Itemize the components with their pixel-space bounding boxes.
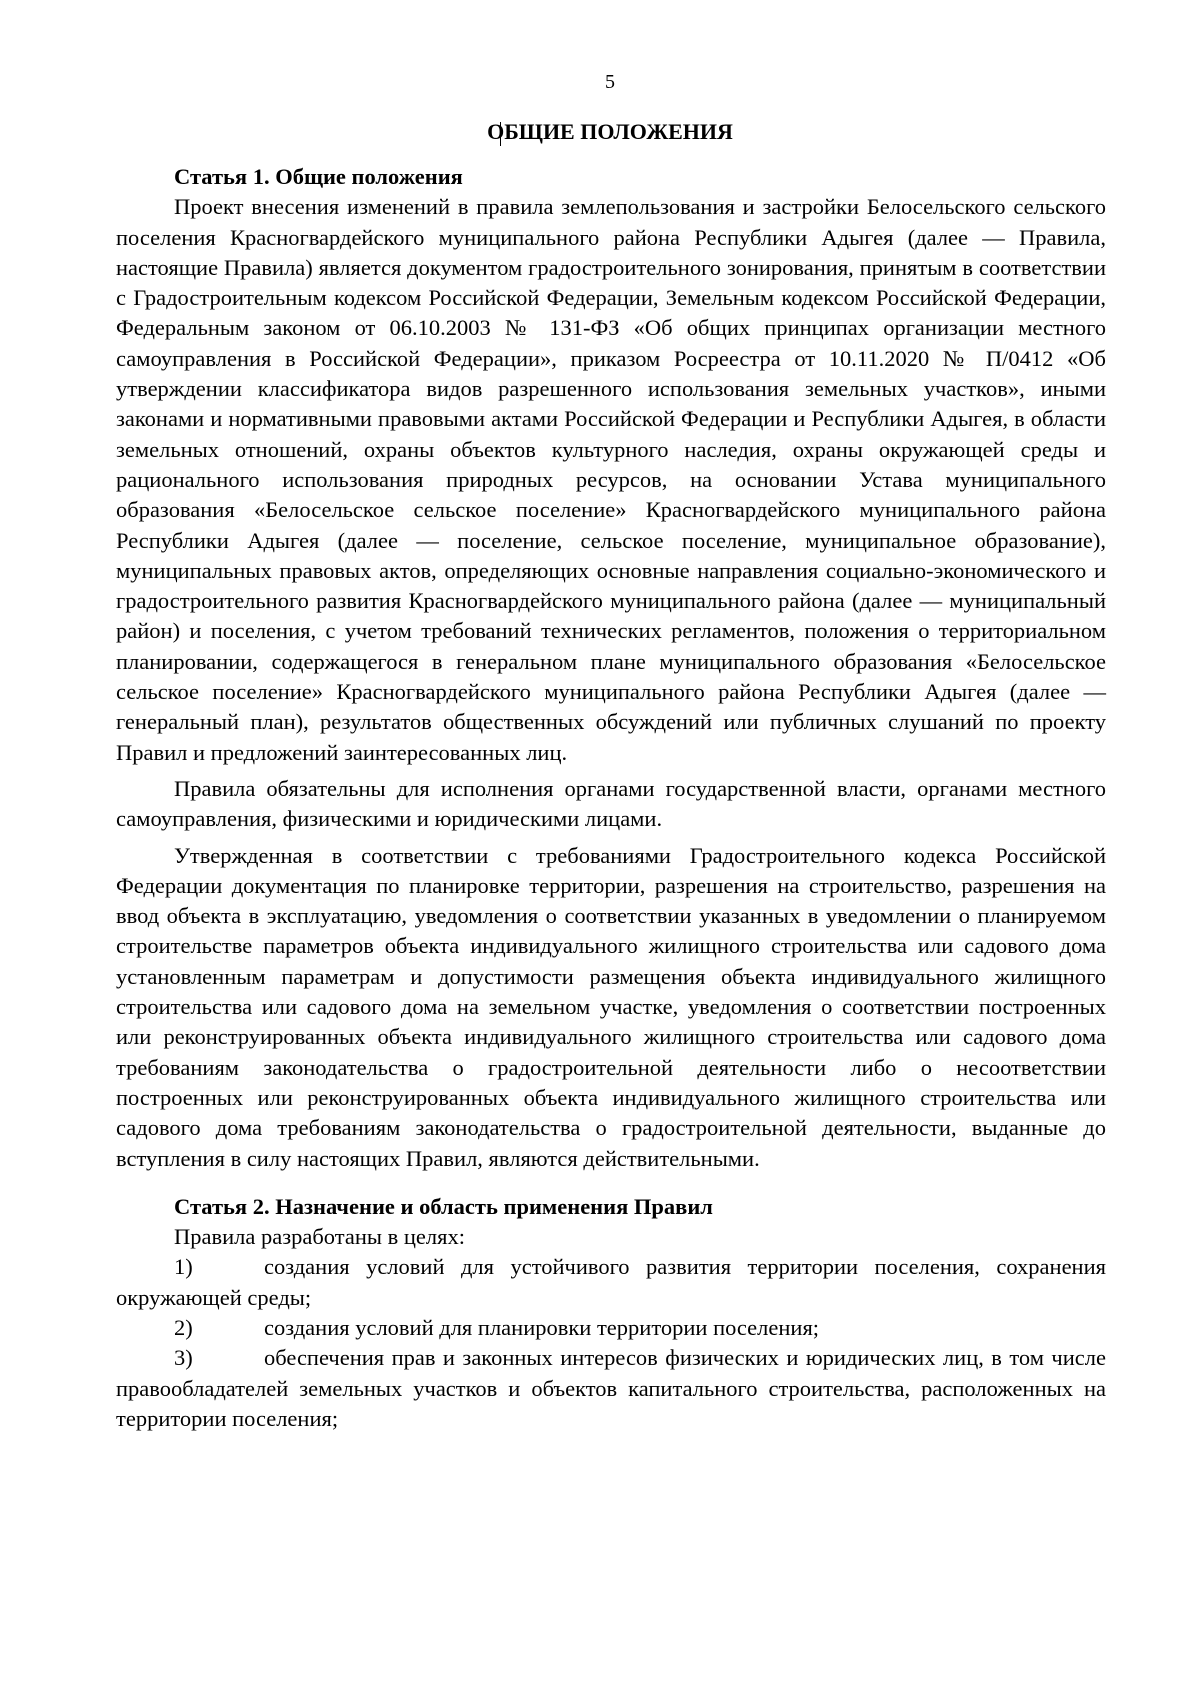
document-body (116, 162, 1106, 1434)
list-item-text: создания условий для устойчивого развития территории поселения, сохранения окружающей среды; (116, 1254, 1106, 1310)
list-item-text: обеспечения прав и законных интересов физических и юридических лиц, в том числе правообладателей земельных участков и объектов капитального строительства, расположенных на территории поселения; (116, 1345, 1106, 1431)
list-item-text: создания условий для планировки территории поселения; (264, 1314, 820, 1340)
list-item-number: 2) (174, 1314, 193, 1340)
list-item (116, 1313, 1106, 1343)
article-1-paragraph: Правила обязательны для исполнения органами государственной власти, органами местного самоуправления, физическими и юридическими лицами. (116, 775, 1106, 832)
article-1-paragraph: Утвержденная в соответствии с требованиями Градостроительного кодекса Российской Федерации документация по планировке территории, разрешения на строительство, разрешения на ввод объекта в эксплуатацию, уведомления о соответствии указанных в уведомлении о планируемом строительстве параметров объекта индивидуального жилищного строительства или садового дома установленным параметрам и допустимости размещения объекта индивидуального жилищного строительства или садового дома на земельном участке, уведомления о соответствии построенных или реконструированных объекта индивидуального жилищного строительства или садового дома требованиям законодательства о градостроительной деятельности либо о несоответствии построенных или реконструированных объекта индивидуального жилищного строительства или садового дома требованиям законодательства о градостроительной деятельности, выданные до вступления в силу настоящих Правил, являются действительными. (116, 842, 1106, 1171)
section-title: ОБЩИЕ ПОЛОЖЕНИЯ (487, 119, 733, 144)
article-2-intro: Правила разработаны в целях: (174, 1224, 465, 1250)
article-1-paragraph: Проект внесения изменений в правила землепользования и застройки Белосельского сельского поселения Красногвардейского муниципального района Республики Адыгея (далее — Правила, настоящие Правила) является документом градостроительного зонирования, принятым в соответствии с Градостроительным кодексом Российской Федерации, Земельным кодексом Российской Федерации, Федеральным законом от 06.10.2003 № 131-ФЗ «Об общих принципах организации местного самоуправления в Российской Федерации», приказом Росреестра от 10.11.2020 № П/0412 «Об утверждении классификатора видов разрешенного использования земельных участков», иными законами и нормативными правовыми актами Российской Федерации и Республики Адыгея, в области земельных отношений, охраны объектов культурного наследия, охраны окружающей среды и рационального использования природных ресурсов, на основании Устава муниципального образования «Белосельское сельское поселение» Красногвардейского муниципального района Республики Адыгея (далее — поселение, сельское поселение, муниципальное образование), муниципальных правовых актов, определяющих основные направления социально-экономического и градостроительного развития Красногвардейского муниципального района (далее — муниципальный район) и поселения, с учетом требований технических регламентов, положения о территориальном планировании, содержащегося в генеральном плане муниципального образования «Белосельское сельское поселение» Красногвардейского муниципального района Республики Адыгея (далее — генеральный план), результатов общественных обсуждений или публичных слушаний по проекту Правил и предложений заинтересованных лиц. (116, 194, 1106, 765)
list-item (116, 1343, 1106, 1434)
list-item-number: 1) (174, 1254, 193, 1280)
list-item (116, 1252, 1106, 1313)
page-number: 5 (605, 71, 615, 93)
article-1-heading: Статья 1. Общие положения (174, 164, 463, 189)
list-item-number: 3) (174, 1345, 193, 1371)
article-2-heading: Статья 2. Назначение и область применения Правил (174, 1193, 713, 1219)
